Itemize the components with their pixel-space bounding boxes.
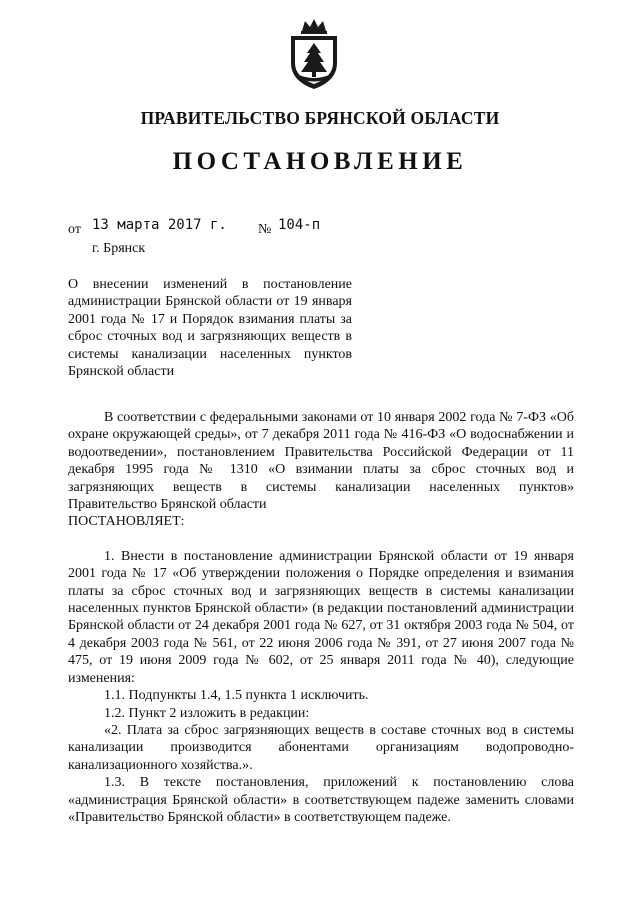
document-type: ПОСТАНОВЛЕНИЕ [172, 148, 468, 175]
date-prefix: от [68, 222, 81, 237]
item-1-1: 1.1. Подпункты 1.4, 1.5 пункта 1 исключить. [104, 688, 369, 704]
resolves-label: ПОСТАНОВЛЯЕТ: [68, 514, 185, 530]
document-subject: О внесении изменений в постановление администрации Брянской области от 19 января 2001 года № 17 и Порядок взимания платы за сброс сточных вод и загрязняющих веществ в системы канализации населенных пунктов Брянской области [68, 277, 352, 380]
coat-of-arms-icon [285, 17, 343, 91]
number-prefix: № [258, 222, 272, 237]
item-1-2: 1.2. Пункт 2 изложить в редакции: [104, 705, 310, 721]
document-body [68, 409, 574, 826]
preamble: В соответствии с федеральными законами от 10 января 2002 года № 7-ФЗ «Об охране окружающей среды», от 7 декабря 2011 года № 416-ФЗ «О водоснабжении и водоотведении», постановлением Правительства Российской Федерации от 11 декабря 1995 года № 1310 «О взимании платы за сброс сточных вод и загрязняющих веществ в системы канализации населенных пунктов» Правительство Брянской области [68, 410, 574, 513]
item-1-3: 1.3. В тексте постановления, приложений к постановлению слова «администрация Брянской области» в соответствующем падеже заменить словами «Правительство Брянской области» в соответствующем падеже. [68, 775, 574, 825]
organization-name: ПРАВИТЕЛЬСТВО БРЯНСКОЙ ОБЛАСТИ [140, 108, 500, 128]
city: г. Брянск [92, 241, 146, 256]
item-1: 1. Внести в постановление администрации Брянской области от 19 января 2001 года № 17 «Об утверждении положения о Порядке определения и взимания платы за сброс сточных вод и загрязняющих веществ в системы канализации населенных пунктов Брянской области» (в редакции постановлений администрации Брянской области от 24 декабря 2001 года № 627, от 31 октября 2003 года № 504, от 4 декабря 2003 года № 561, от 22 июня 2006 года № 391, от 27 июня 2007 года № 475, от 19 июня 2009 года № 602, от 25 января 2011 года № 40), следующие изменения: [68, 548, 574, 686]
item-1-2-text: «2. Плата за сброс загрязняющих веществ в составе сточных вод в системы канализации производится абонентами организациям водопроводно-канализационного хозяйства.». [68, 722, 574, 773]
number-value: 104-п [278, 217, 321, 233]
date-value: 13 марта 2017 г. [92, 217, 227, 233]
